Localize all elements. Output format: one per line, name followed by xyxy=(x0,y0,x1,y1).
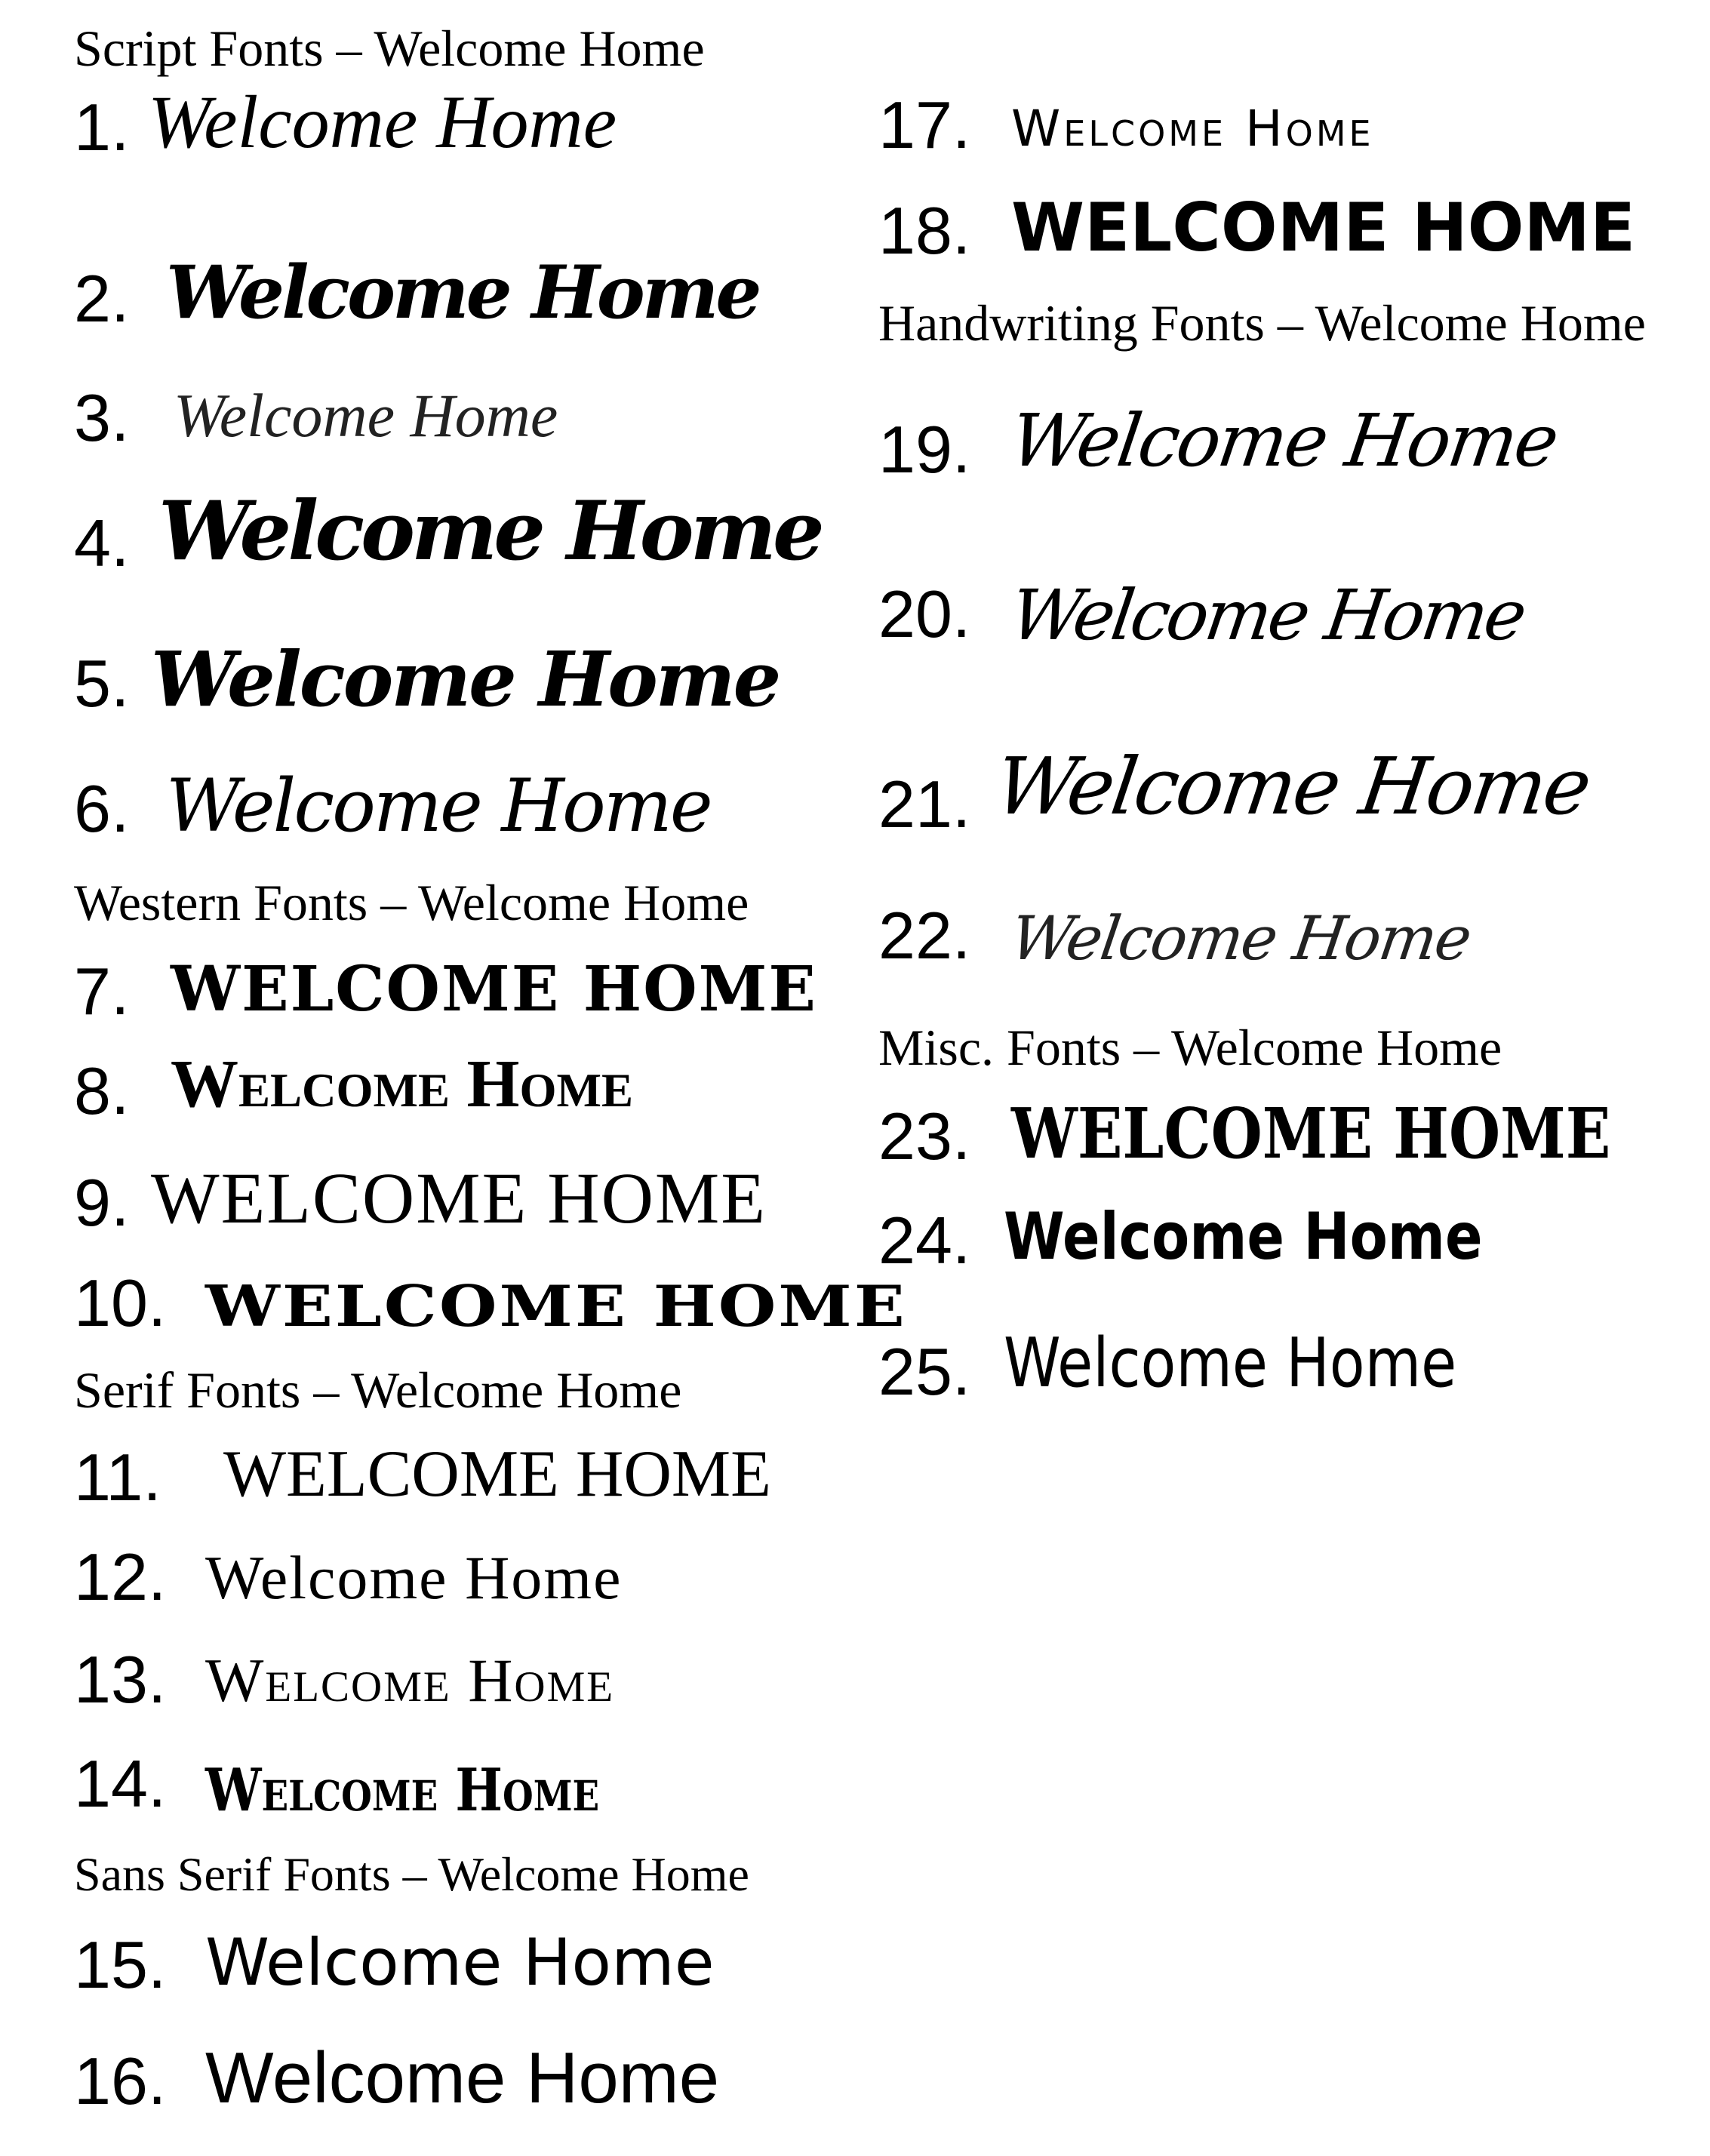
item-number: 12. xyxy=(74,1539,167,1614)
item-number: 5. xyxy=(74,646,130,721)
item-number: 25. xyxy=(878,1334,971,1409)
item-number: 13. xyxy=(74,1642,167,1717)
item-number: 9. xyxy=(74,1165,130,1240)
item-number: 22. xyxy=(878,898,971,973)
item-number: 19. xyxy=(878,412,971,487)
font-sample: Welcome Home xyxy=(205,1543,623,1612)
section-heading-sans-serif: Sans Serif Fonts – Welcome Home xyxy=(74,1847,749,1901)
item-number: 24. xyxy=(878,1203,971,1278)
item-number: 17. xyxy=(878,88,971,162)
section-heading-misc: Misc. Fonts – Welcome Home xyxy=(878,1019,1502,1076)
font-sample: Welcome Home xyxy=(205,1756,600,1825)
font-sample: Welcome Home xyxy=(1006,903,1475,973)
font-sample: Welcome Home xyxy=(1005,398,1562,483)
font-sample: Welcome Home xyxy=(1005,575,1529,656)
font-sample: Welcome Home xyxy=(166,764,711,848)
item-number: 1. xyxy=(74,90,130,165)
font-sample: WELCOME HOME xyxy=(171,953,817,1026)
item-number: 23. xyxy=(878,1099,971,1173)
section-heading-serif: Serif Fonts – Welcome Home xyxy=(74,1361,682,1419)
font-sample: WELCOME HOME xyxy=(1011,1093,1611,1174)
item-number: 4. xyxy=(74,506,130,580)
font-sample: Welcome Home xyxy=(158,484,821,579)
font-sample: Welcome Home xyxy=(205,2038,720,2118)
item-number: 10. xyxy=(74,1266,167,1340)
item-number: 18. xyxy=(878,193,971,268)
item-number: 21. xyxy=(878,767,971,841)
item-number: 11. xyxy=(74,1440,161,1515)
item-number: 14. xyxy=(74,1746,167,1821)
item-number: 6. xyxy=(74,771,130,846)
font-sample: Welcome Home xyxy=(1004,1324,1457,1403)
font-sample: Welcome Home xyxy=(171,1047,634,1121)
item-number: 8. xyxy=(74,1053,130,1128)
font-sample: Welcome Home xyxy=(989,740,1595,832)
section-heading-western: Western Fonts – Welcome Home xyxy=(74,874,749,931)
font-sample: Welcome Home xyxy=(205,1925,715,2001)
font-sample: Welcome Home xyxy=(148,80,617,164)
font-sample: Welcome Home xyxy=(174,381,558,450)
item-number: 16. xyxy=(74,2044,167,2118)
item-number: 2. xyxy=(74,261,130,336)
font-sample: Welcome Home xyxy=(1011,100,1374,158)
font-sample: Welcome Home xyxy=(166,250,759,335)
font-sample: Welcome Home xyxy=(205,1646,615,1715)
item-number: 7. xyxy=(74,954,130,1029)
font-sample: Welcome Home xyxy=(151,635,780,724)
item-number: 15. xyxy=(74,1927,167,2002)
font-sample: WELCOME HOME xyxy=(223,1438,771,1511)
section-heading-handwriting: Handwriting Fonts – Welcome Home xyxy=(878,294,1646,352)
item-number: 3. xyxy=(74,380,130,455)
font-sample: WELCOME HOME xyxy=(151,1158,767,1238)
font-sample: WELCOME HOME xyxy=(1011,189,1636,266)
section-heading-script: Script Fonts – Welcome Home xyxy=(74,20,705,77)
font-sample: WELCOME HOME xyxy=(205,1272,907,1339)
font-sample: Welcome Home xyxy=(1004,1199,1483,1275)
item-number: 20. xyxy=(878,577,971,651)
